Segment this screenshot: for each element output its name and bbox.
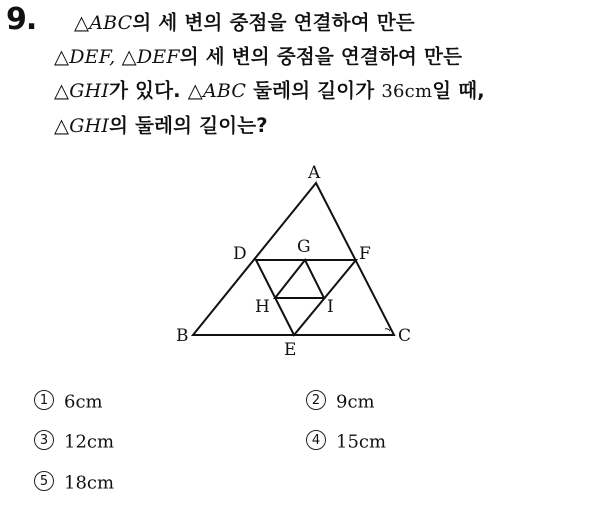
- choice-value-1: 6cm: [64, 391, 103, 413]
- choice-number-1: 1: [34, 390, 54, 410]
- choice-number-4: 4: [306, 430, 326, 450]
- choice-2[interactable]: [306, 391, 375, 413]
- stem-text: 의 둘레의 길이는?: [109, 114, 268, 137]
- label-c: C: [398, 326, 412, 346]
- stem-text: 의 세 변의 중점을 연결하여 만든: [179, 45, 463, 68]
- choice-1[interactable]: [34, 391, 103, 413]
- label-a: A: [308, 163, 321, 183]
- math-ghi: GHI: [69, 115, 110, 137]
- stem-text: 둘레의 길이가: [246, 79, 382, 102]
- perimeter-value: 36: [381, 81, 405, 102]
- triangle-symbol: △: [54, 114, 70, 137]
- choice-value-3: 12cm: [64, 431, 115, 453]
- choice-value-4: 15cm: [336, 431, 387, 453]
- triangle-symbol: △: [187, 79, 203, 102]
- stem-text: 일 때,: [432, 79, 485, 102]
- choice-3[interactable]: [34, 431, 114, 453]
- label-d: D: [233, 244, 247, 264]
- label-e: E: [284, 340, 297, 360]
- stem-text: 가 있다.: [109, 79, 188, 102]
- choice-4[interactable]: [306, 431, 386, 453]
- math-def: DEF,: [69, 46, 122, 68]
- label-b: B: [176, 326, 189, 346]
- label-i: I: [327, 297, 334, 317]
- choice-number-5: 5: [34, 471, 54, 491]
- triangle-symbol: △: [121, 45, 137, 68]
- label-h: H: [255, 297, 270, 317]
- math-ghi: GHI: [69, 80, 110, 102]
- triangle-symbol: △: [54, 79, 70, 102]
- choice-value-5: 18cm: [64, 472, 115, 494]
- math-def: DEF: [136, 46, 180, 68]
- question-number: 9.: [6, 2, 37, 37]
- triangle-symbol: △: [74, 11, 90, 34]
- label-g: G: [297, 237, 311, 257]
- choice-number-2: 2: [306, 390, 326, 410]
- unit: cm: [404, 81, 433, 102]
- label-f: F: [359, 244, 371, 264]
- stem-text: 의 세 변의 중점을 연결하여 만든: [132, 11, 415, 34]
- math-abc: ABC: [89, 12, 133, 34]
- choice-value-2: 9cm: [336, 391, 375, 413]
- triangle-ghi: [275, 260, 324, 298]
- choice-number-3: 3: [34, 430, 54, 450]
- math-abc: ABC: [202, 80, 247, 102]
- choice-5[interactable]: [34, 472, 114, 494]
- right-angle-mark: [385, 329, 390, 331]
- triangle-symbol: △: [54, 45, 70, 68]
